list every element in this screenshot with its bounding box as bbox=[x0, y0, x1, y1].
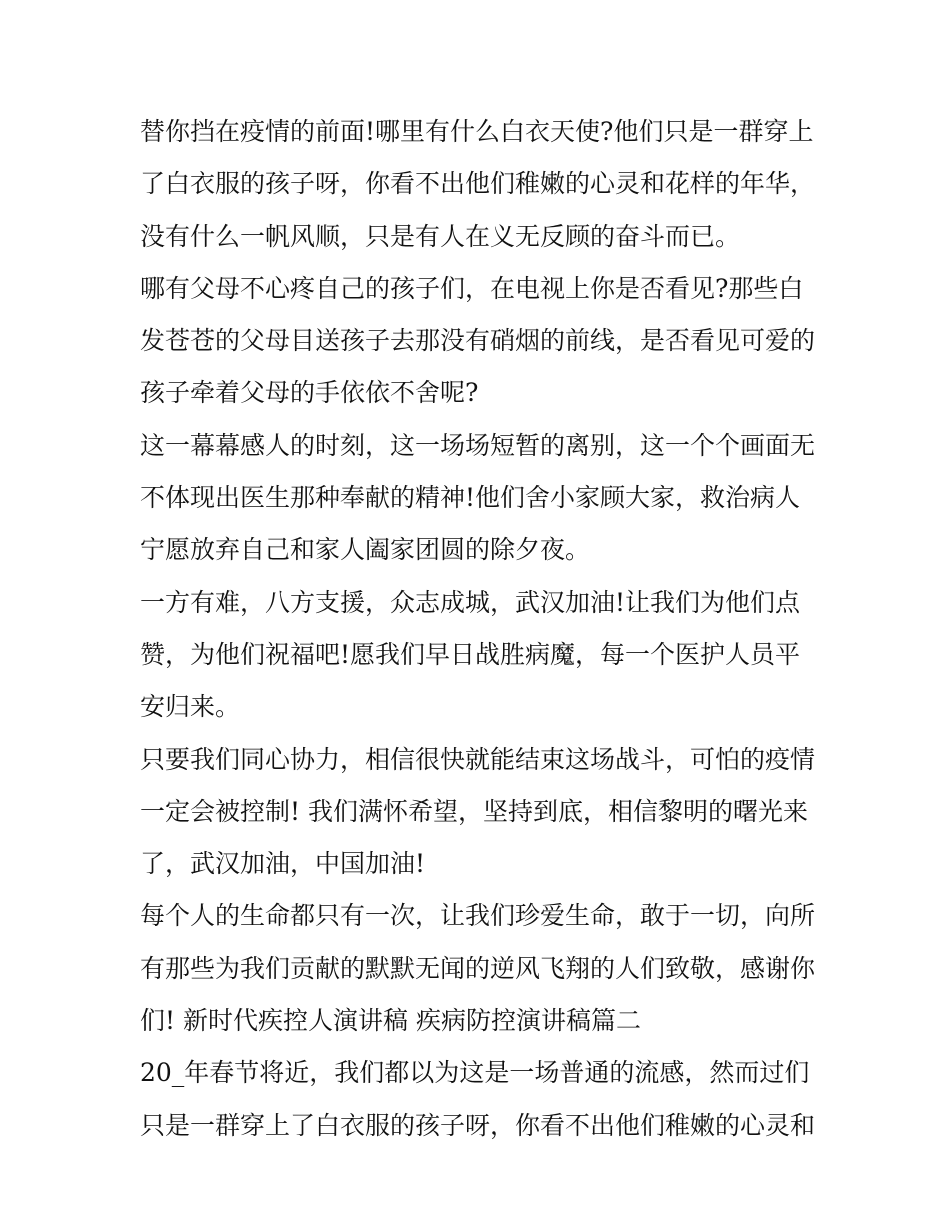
text-line: 这一幕幕感人的时刻，这一场场短暂的离别，这一个个画面无 bbox=[140, 430, 816, 460]
text-line: 了，武汉加油，中国加油! bbox=[140, 849, 426, 879]
text-line: 有那些为我们贡献的默默无闻的逆风飞翔的人们致敬，感谢你 bbox=[140, 953, 816, 983]
text-line: 替你挡在疫情的前面!哪里有什么白衣天使?他们只是一群穿上 bbox=[140, 117, 814, 146]
text-line: 每个人的生命都只有一次，让我们珍爱生命，敢于一切，向所 bbox=[140, 901, 816, 931]
text-line: 宁愿放弃自己和家人阖家团圆的除夕夜。 bbox=[140, 535, 591, 565]
text-line: 没有什么一帆风顺，只是有人在义无反顾的奋斗而已。 bbox=[140, 221, 741, 251]
text-line: 哪有父母不心疼自己的孩子们，在电视上你是否看见?那些白 bbox=[140, 273, 804, 303]
text-line: 们! 新时代疾控人演讲稿 疾病防控演讲稿篇二 bbox=[140, 1006, 641, 1036]
text-line: 孩子牵着父母的手依依不舍呢? bbox=[140, 378, 479, 408]
text-line: 只要我们同心协力，相信很快就能结束这场战斗，可怕的疫情 bbox=[140, 744, 816, 774]
text-line: 了白衣服的孩子呀，你看不出他们稚嫩的心灵和花样的年华， bbox=[140, 169, 816, 199]
text-line: 安归来。 bbox=[140, 692, 241, 722]
text-line: 发苍苍的父母目送孩子去那没有硝烟的前线，是否看见可爱的 bbox=[140, 326, 816, 356]
body-text bbox=[140, 106, 830, 1152]
text-line: 一方有难，八方支援，众志成城，武汉加油!让我们为他们点 bbox=[140, 587, 801, 617]
text-line: 赞，为他们祝福吧!愿我们早日战胜病魔，每一个医护人员平 bbox=[140, 639, 801, 669]
text-line: 只是一群穿上了白衣服的孩子呀，你看不出他们稚嫩的心灵和 bbox=[140, 1110, 816, 1140]
text-line: 不体现出医生那种奉献的精神!他们舍小家顾大家，救治病人 bbox=[140, 483, 801, 513]
text-line: 20_年春节将近，我们都以为这是一场普通的流感，然而过们 bbox=[140, 1058, 810, 1088]
text-line: 一定会被控制! 我们满怀希望，坚持到底，相信黎明的曙光来 bbox=[140, 796, 808, 826]
